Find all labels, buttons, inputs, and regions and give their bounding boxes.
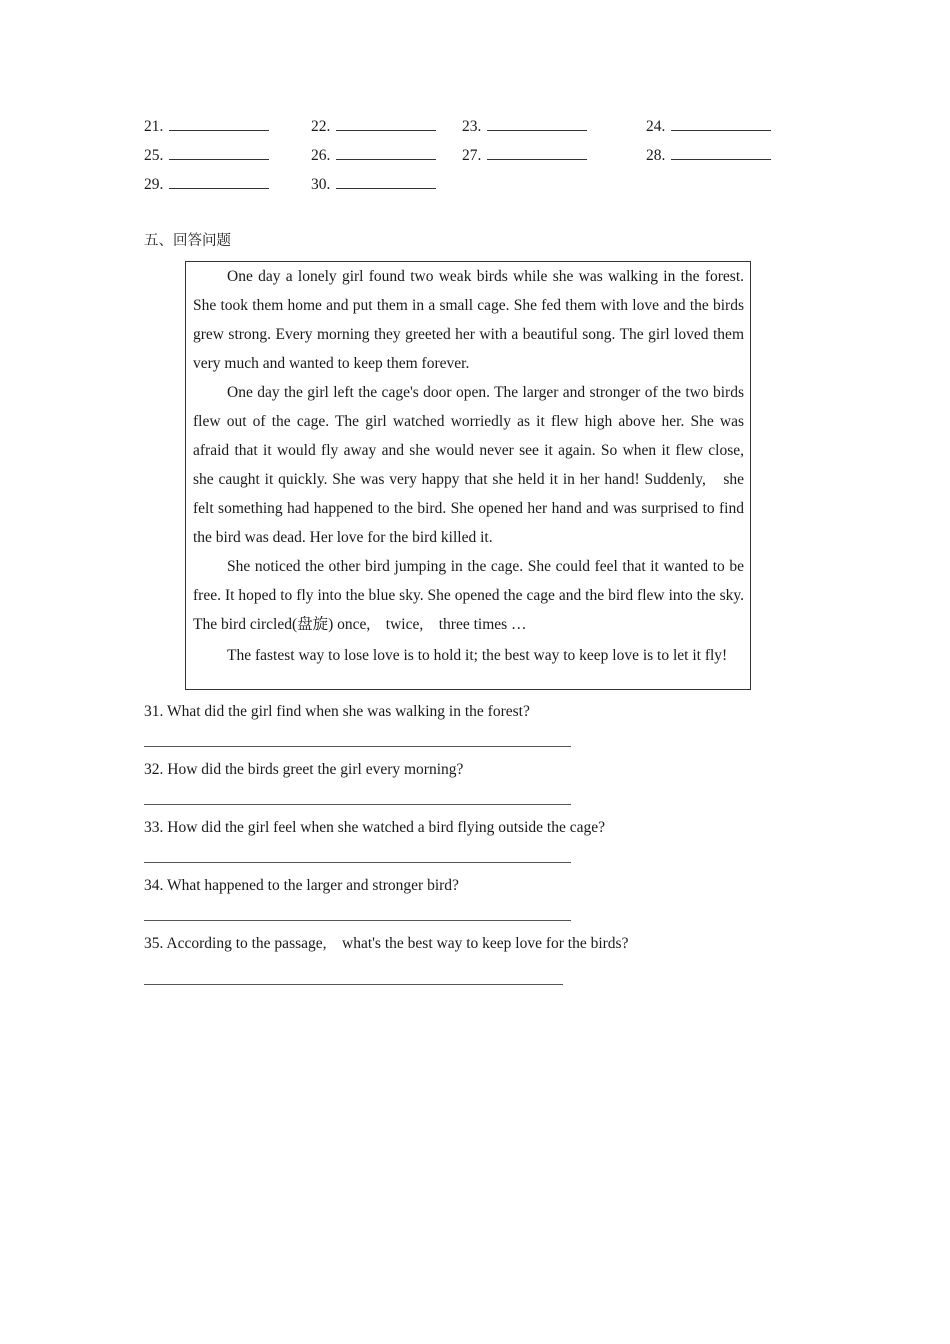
blank-line [169, 113, 269, 131]
blank-number: 23. [462, 118, 482, 135]
answer-blank[interactable] [144, 113, 269, 139]
blank-number: 26. [311, 147, 331, 164]
blank-number: 22. [311, 118, 331, 135]
answer-blank[interactable] [311, 171, 436, 197]
blank-line [169, 171, 269, 189]
question-text: 34. What happened to the larger and stronger bird? [144, 877, 459, 894]
passage-paragraph: She noticed the other bird jumping in the cage. She could feel that it wanted to be free. It hoped to fly into the blue sky. She opened the cage and the bird flew into the sky. The bird circled(盘旋) once, twice, three times … [193, 558, 744, 633]
passage-paragraph: One day the girl left the cage's door open. The larger and stronger of the two birds flew out of the cage. The girl watched worriedly as it flew high above her. She was afraid that it would fly away and she would never see it again. So when it flew close, she caught it quickly. She was very happy that she held it in her hand! Suddenly, she felt something had happened to the bird. She opened her hand and was surprised to find the bird was dead. Her love for the bird killed it. [193, 384, 760, 546]
answer-blanks-grid [144, 113, 784, 200]
question-text: 31. What did the girl find when she was walking in the forest? [144, 703, 530, 720]
question-item [144, 932, 764, 990]
answer-blank[interactable] [462, 142, 587, 168]
blank-number: 27. [462, 147, 482, 164]
reading-passage-box [185, 261, 760, 690]
question-list [144, 700, 764, 990]
answer-blank[interactable] [311, 113, 436, 139]
answer-blank[interactable] [144, 142, 269, 168]
question-text: 35. According to the passage, what's the best way to keep love for the birds? [144, 935, 629, 952]
blank-line [487, 113, 587, 131]
question-text: 33. How did the girl feel when she watched a bird flying outside the cage? [144, 819, 605, 836]
answer-line[interactable] [144, 984, 563, 985]
answer-line[interactable] [144, 920, 571, 921]
blank-row [144, 171, 784, 200]
answer-blank[interactable] [646, 113, 771, 139]
blank-line [336, 171, 436, 189]
blank-number: 29. [144, 176, 164, 193]
question-item [144, 758, 764, 816]
blank-number: 30. [311, 176, 331, 193]
blank-number: 25. [144, 147, 164, 164]
blank-number: 21. [144, 118, 164, 135]
blank-line [336, 142, 436, 160]
blank-number: 28. [646, 147, 666, 164]
blank-line [671, 142, 771, 160]
question-item [144, 816, 764, 874]
blank-line [671, 113, 771, 131]
answer-blank[interactable] [311, 142, 436, 168]
answer-line[interactable] [144, 804, 571, 805]
question-text: 32. How did the birds greet the girl every morning? [144, 761, 464, 778]
blank-line [336, 113, 436, 131]
passage-paragraph: One day a lonely girl found two weak birds while she was walking in the forest. She took them home and put them in a small cage. She fed them with love and the birds grew strong. Every morning they greeted her with a beautiful song. The girl loved them very much and wanted to keep them forever. [193, 268, 744, 372]
answer-blank[interactable] [646, 142, 771, 168]
blank-line [169, 142, 269, 160]
answer-blank[interactable] [144, 171, 269, 197]
question-item [144, 874, 764, 932]
answer-line[interactable] [144, 746, 571, 747]
blank-line [487, 142, 587, 160]
blank-row [144, 113, 784, 142]
answer-blank[interactable] [462, 113, 587, 139]
section-heading: 五、回答问题 [144, 233, 231, 249]
question-item [144, 700, 764, 758]
blank-number: 24. [646, 118, 666, 135]
answer-line[interactable] [144, 862, 571, 863]
blank-row [144, 142, 784, 171]
passage-paragraph: The fastest way to lose love is to hold it; the best way to keep love is to let it fly! [227, 647, 728, 664]
